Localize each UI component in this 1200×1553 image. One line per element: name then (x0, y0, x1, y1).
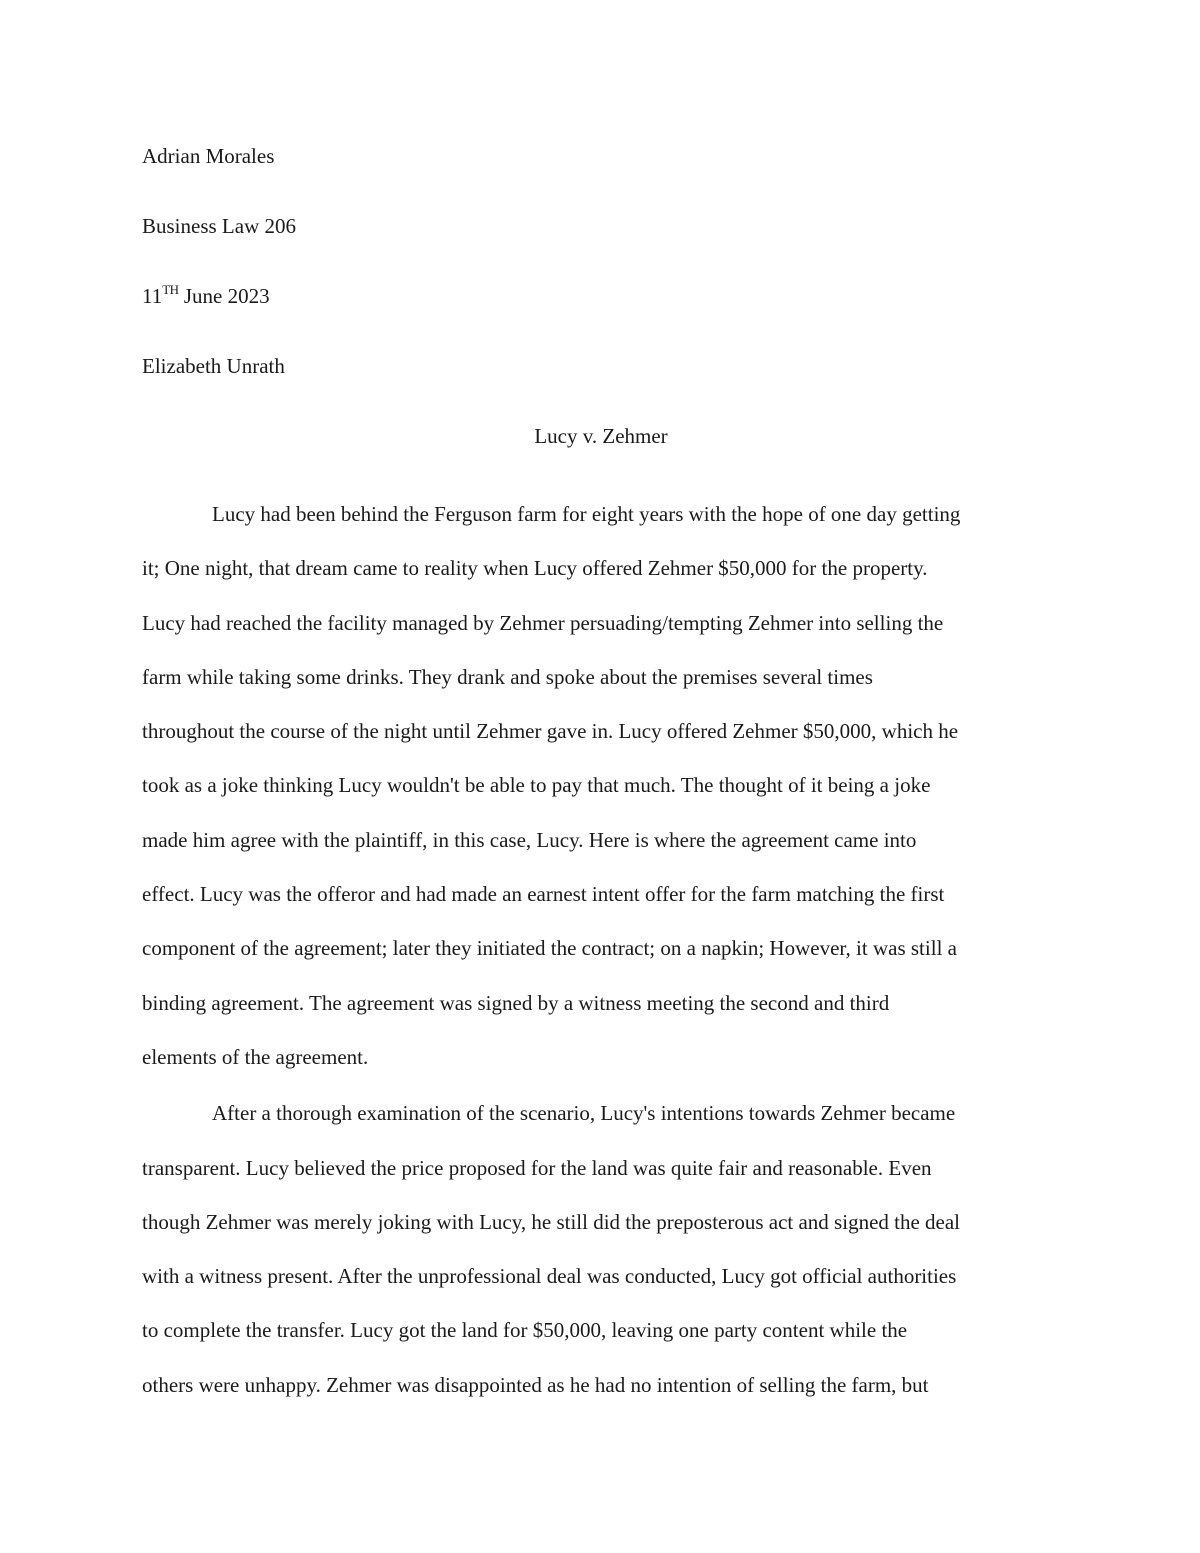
paragraph-line: though Zehmer was merely joking with Lucy, he still did the preposterous act and signed the deal (142, 1209, 961, 1234)
author-name: Adrian Morales (142, 144, 275, 168)
paragraph-line: component of the agreement; later they initiated the contract; on a napkin; However, it was still a (142, 936, 957, 961)
paragraph-2 (142, 1086, 1060, 1412)
essay-title: Lucy v. Zehmer (534, 424, 668, 448)
course-name: Business Law 206 (142, 214, 296, 238)
paragraph-line: to complete the transfer. Lucy got the land for $50,000, leaving one party content while the (142, 1318, 908, 1343)
paragraph-line: binding agreement. The agreement was signed by a witness meeting the second and third (142, 990, 890, 1015)
submission-date (142, 277, 1060, 347)
paragraph-line: farm while taking some drinks. They drank and spoke about the premises several times (142, 664, 873, 689)
paragraph-line: transparent. Lucy believed the price proposed for the land was quite fair and reasonable. Even (142, 1155, 932, 1180)
paragraph-line: throughout the course of the night until Zehmer gave in. Lucy offered Zehmer $50,000, which he (142, 719, 959, 744)
paragraph-line: made him agree with the plaintiff, in this case, Lucy. Here is where the agreement came into (142, 827, 917, 852)
document-body (142, 137, 1060, 1412)
paragraph-line: elements of the agreement. (142, 1044, 369, 1069)
date-suffix: TH (162, 282, 179, 297)
paragraph-line: it; One night, that dream came to reality when Lucy offered Zehmer $50,000 for the property. (142, 556, 928, 581)
instructor-name: Elizabeth Unrath (142, 354, 285, 378)
paragraph-1 (142, 487, 1060, 1084)
date-day: 11 (142, 284, 163, 308)
paragraph-line: took as a joke thinking Lucy wouldn't be able to pay that much. The thought of it being a joke (142, 773, 931, 798)
paragraph-line: effect. Lucy was the offeror and had made an earnest intent offer for the farm matching the first (142, 882, 945, 907)
paragraph-line: others were unhappy. Zehmer was disappointed as he had no intention of selling the farm, but (142, 1372, 929, 1397)
paragraph-line: Lucy had reached the facility managed by Zehmer persuading/tempting Zehmer into selling the (142, 610, 944, 635)
date-month-year: June 2023 (178, 284, 270, 308)
paragraph-line: Lucy had been behind the Ferguson farm for eight years with the hope of one day getting (212, 502, 961, 526)
paragraph-line: After a thorough examination of the scenario, Lucy's intentions towards Zehmer became (212, 1101, 956, 1126)
paragraph-line: with a witness present. After the unprofessional deal was conducted, Lucy got official authorities (142, 1264, 957, 1289)
